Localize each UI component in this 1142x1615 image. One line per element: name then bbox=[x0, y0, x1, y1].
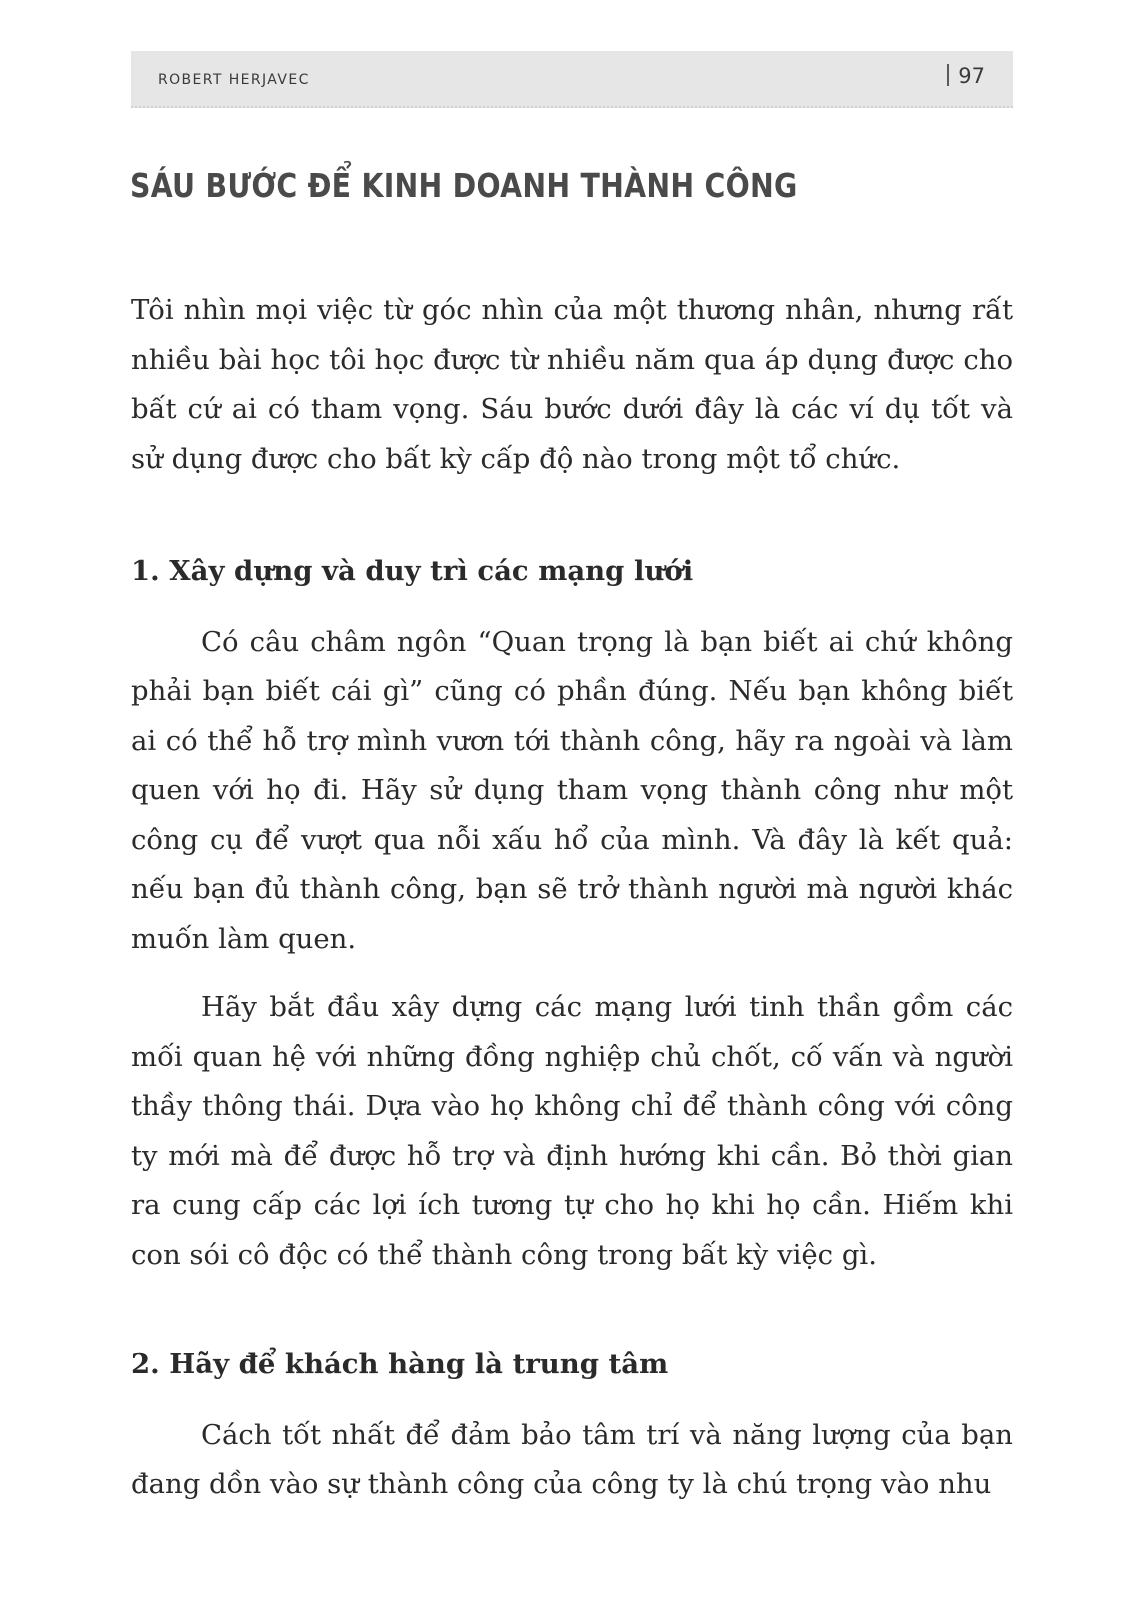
page-body bbox=[131, 286, 1013, 1510]
section-2-paragraph-1: Cách tốt nhất để đảm bảo tâm trí và năng lượng của bạn đang dồn vào sự thành công của công ty là chú trọng vào nhu bbox=[131, 1418, 1013, 1500]
section-heading-1: 1. Xây dựng và duy trì các mạng lưới bbox=[131, 555, 694, 587]
page-number-divider bbox=[947, 64, 949, 86]
section-heading-2: 2. Hãy để khách hàng là trung tâm bbox=[131, 1348, 669, 1380]
chapter-title: SÁU BƯỚC ĐỂ KINH DOANH THÀNH CÔNG bbox=[130, 166, 798, 205]
intro-paragraph: Tôi nhìn mọi việc từ góc nhìn của một thương nhân, nhưng rất nhiều bài học tôi học được từ nhiều năm qua áp dụng được cho bất cứ ai có tham vọng. Sáu bước dưới đây là các ví dụ tốt và sử dụng được cho bất kỳ cấp độ nào trong một tổ chức. bbox=[131, 294, 1013, 475]
section-1-paragraph-1: Có câu châm ngôn “Quan trọng là bạn biết ai chứ không phải bạn biết cái gì” cũng có phần đúng. Nếu bạn không biết ai có thể hỗ trợ mình vươn tới thành công, hãy ra ngoài và làm quen với họ đi. Hãy sử dụng tham vọng thành công như một công cụ để vượt qua nỗi xấu hổ của mình. Và đây là kết quả: nếu bạn đủ thành công, bạn sẽ trở thành người mà người khác muốn làm quen. bbox=[131, 625, 1013, 955]
page-number-block bbox=[947, 64, 985, 88]
section-1-paragraph-2: Hãy bắt đầu xây dựng các mạng lưới tinh thần gồm các mối quan hệ với những đồng nghiệp chủ chốt, cố vấn và người thầy thông thái. Dựa vào họ không chỉ để thành công với công ty mới mà để được hỗ trợ và định hướng khi cần. Bỏ thời gian ra cung cấp các lợi ích tương tự cho họ khi họ cần. Hiếm khi con sói cô độc có thể thành công trong bất kỳ việc gì. bbox=[131, 991, 1013, 1271]
running-header bbox=[131, 51, 1013, 108]
header-author: ROBERT HERJAVEC bbox=[158, 72, 310, 88]
page-number: 97 bbox=[958, 64, 985, 88]
